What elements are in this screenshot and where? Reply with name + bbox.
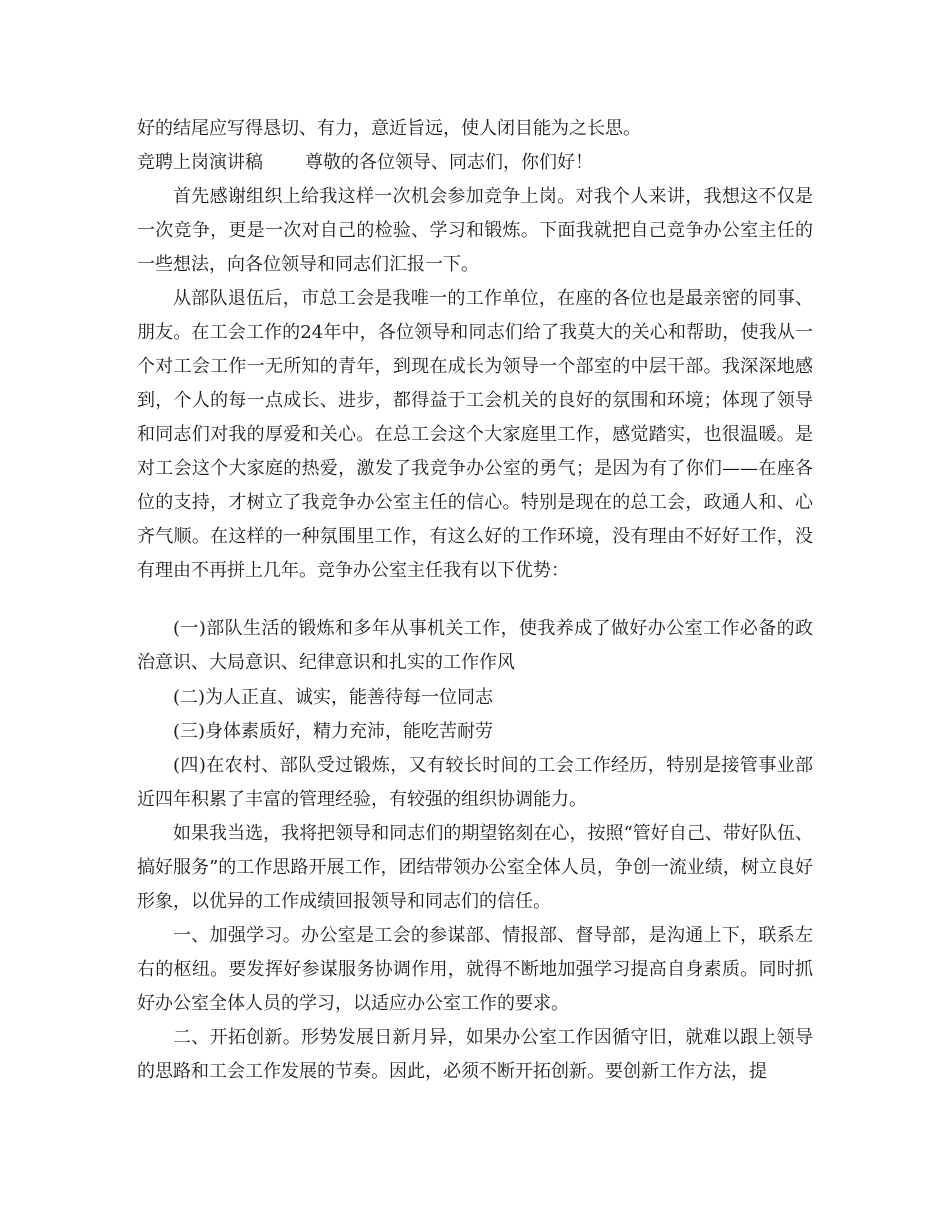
speech-title: 竞聘上岗演讲稿 <box>137 152 263 173</box>
paragraph-advantage-3: (三)身体素质好，精力充沛，能吃苦耐劳 <box>173 721 494 742</box>
title-line <box>137 146 813 180</box>
paragraph-commitment: 如果我当选，我将把领导和同志们的期望铭刻在心，按照“管好自己、带好队伍、搞好服务”的工作思路开展工作，团结带领办公室全体人员，争创一流业绩，树立良好形象，以优异的工作成绩回报领导和同志们的信任。 <box>137 823 813 912</box>
paragraph-intro: 首先感谢组织上给我这样一次机会参加竞争上岗。对我个人来讲，我想这不仅是一次竞争，更是一次对自己的检验、学习和锻炼。下面我就把自己竞争办公室主任的一些想法，向各位领导和同志们汇报一下。 <box>137 186 813 275</box>
paragraph-point-2: 二、开拓创新。形势发展日新月异，如果办公室工作因循守旧，就难以跟上领导的思路和工会工作发展的节奏。因此，必须不断开拓创新。要创新工作方法，提 <box>137 1027 813 1082</box>
closing-line: 好的结尾应写得恳切、有力，意近旨远，使人闭目能为之长思。 <box>137 118 641 139</box>
paragraph-advantage-4: (四)在农村、部队受过锻炼，又有较长时间的工会工作经历，特别是接管事业部近四年积累了丰富的管理经验，有较强的组织协调能力。 <box>137 755 813 810</box>
paragraph-advantage-1: (一)部队生活的锻炼和多年从事机关工作，使我养成了做好办公室工作必备的政治意识、大局意识、纪律意识和扎实的工作作风 <box>137 618 813 673</box>
paragraph-point-1: 一、加强学习。办公室是工会的参谋部、情报部、督导部，是沟通上下，联系左右的枢纽。要发挥好参谋服务协调作用，就得不断地加强学习提高自身素质。同时抓好办公室全体人员的学习，以适应办公室工作的要求。 <box>137 925 813 1014</box>
paragraph-advantage-2: (二)为人正直、诚实，能善待每一位同志 <box>173 687 494 708</box>
greeting: 尊敬的各位领导、同志们，你们好！ <box>305 152 593 173</box>
paragraph-background: 从部队退伍后，市总工会是我唯一的工作单位，在座的各位也是最亲密的同事、朋友。在工会工作的24年中，各位领导和同志们给了我莫大的关心和帮助，使我从一个对工会工作一无所知的青年，到现在成长为领导一个部室的中层干部。我深深地感到，个人的每一点成长、进步，都得益于工会机关的良好的氛围和环境；体现了领导和同志们对我的厚爱和关心。在总工会这个大家庭里工作，感觉踏实，也很温暖。是对工会这个大家庭的热爱，激发了我竞争办公室的勇气；是因为有了你们——在座各位的支持，才树立了我竞争办公室主任的信心。特别是现在的总工会，政通人和、心齐气顺。在这样的一种氛围里工作，有这么好的工作环境，没有理由不好好工作，没有理由不再拼上几年。竞争办公室主任我有以下优势： <box>137 288 813 581</box>
